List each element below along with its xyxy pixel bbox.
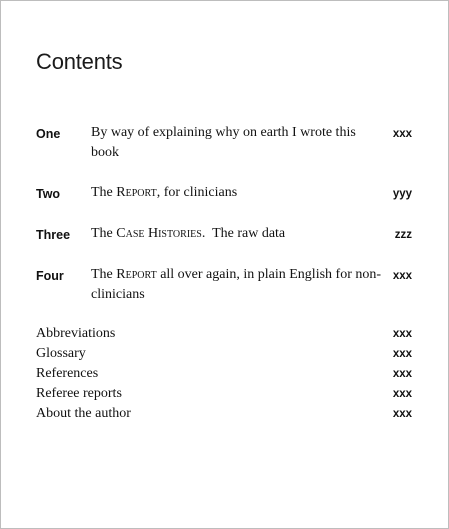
backmatter-entry-referee-reports[interactable] xyxy=(36,384,412,404)
chapter-entry-one[interactable] xyxy=(36,123,412,163)
backmatter-title: Referee reports xyxy=(36,386,122,401)
chapter-title xyxy=(91,123,386,163)
backmatter-entry-references[interactable] xyxy=(36,364,412,384)
backmatter-title: Abbreviations xyxy=(36,326,116,341)
chapter-title-text: The xyxy=(91,267,117,282)
chapter-title-text: The xyxy=(91,226,117,241)
chapter-page-number: xxx xyxy=(392,128,412,140)
backmatter-entry-glossary[interactable] xyxy=(36,344,412,364)
chapter-page-number: zzz xyxy=(394,229,412,241)
backmatter-page-number: xxx xyxy=(392,408,412,420)
chapter-title-text: . The raw data xyxy=(201,226,286,241)
chapter-title-text: all over again, in plain English for non-clinicians xyxy=(91,267,382,302)
chapter-number: One xyxy=(36,127,61,141)
backmatter-page-number: xxx xyxy=(392,328,412,340)
chapter-title-smallcaps: Case Histories xyxy=(116,226,202,241)
chapter-entry-two[interactable] xyxy=(36,183,412,204)
chapter-number: Three xyxy=(36,228,71,242)
chapter-title xyxy=(91,224,386,245)
backmatter-entry-about-the-author[interactable] xyxy=(36,404,412,424)
chapter-title xyxy=(91,183,386,204)
backmatter-title: References xyxy=(36,366,99,381)
backmatter-title: Glossary xyxy=(36,346,86,361)
chapter-title-text: , for clinicians xyxy=(156,185,238,200)
page-title: Contents xyxy=(36,49,123,74)
chapter-title-smallcaps: Report xyxy=(116,185,157,200)
chapter-title-smallcaps: Report xyxy=(116,267,157,282)
chapter-title-text: By way of explaining why on earth I wrote this book xyxy=(91,125,356,160)
chapter-entry-three[interactable] xyxy=(36,224,412,245)
chapter-title-text: The xyxy=(91,185,117,200)
backmatter-title: About the author xyxy=(36,406,131,421)
backmatter-page-number: xxx xyxy=(392,368,412,380)
chapter-list xyxy=(36,123,412,325)
backmatter-page-number: xxx xyxy=(392,388,412,400)
chapter-number: Two xyxy=(36,187,61,201)
chapter-entry-four[interactable] xyxy=(36,265,412,305)
backmatter-entry-abbreviations[interactable] xyxy=(36,324,412,344)
chapter-title xyxy=(91,265,386,305)
chapter-page-number: xxx xyxy=(392,270,412,282)
chapter-number: Four xyxy=(36,269,64,283)
backmatter-list xyxy=(36,324,412,424)
chapter-page-number: yyy xyxy=(392,188,412,200)
backmatter-page-number: xxx xyxy=(392,348,412,360)
